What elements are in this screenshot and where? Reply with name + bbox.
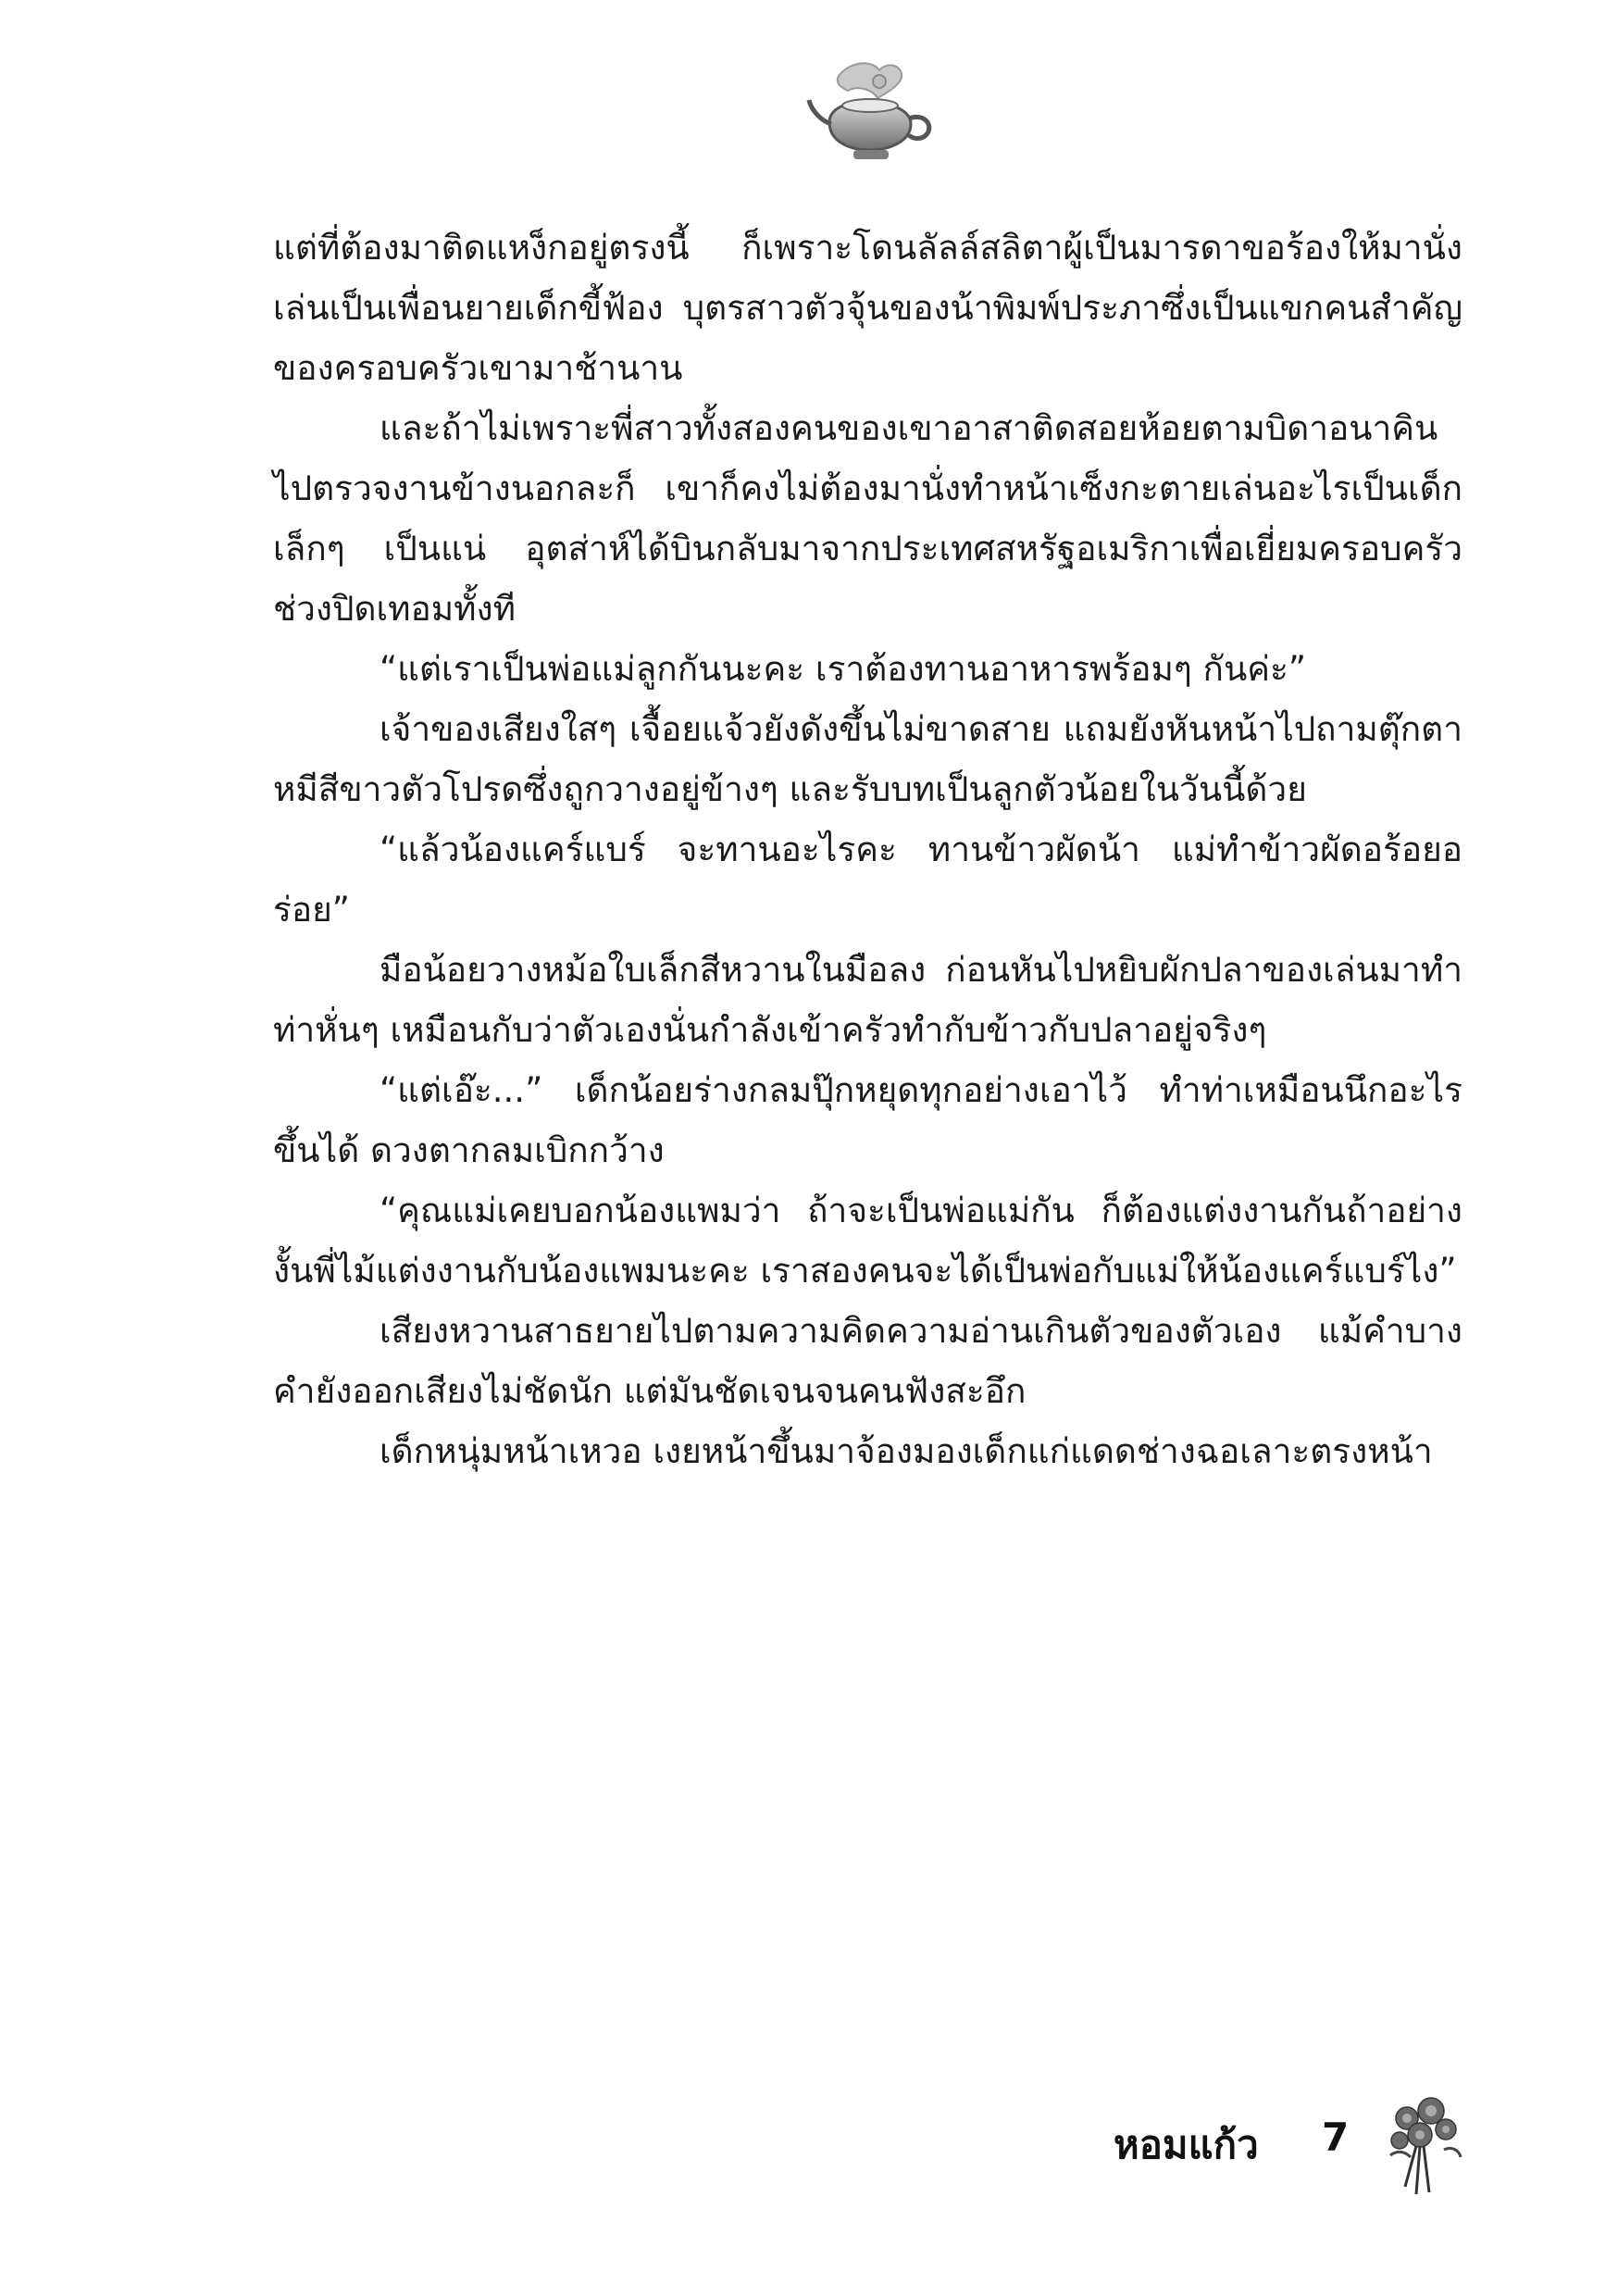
- page-number: 7: [1322, 2115, 1350, 2160]
- paragraph-4: เจ้าของเสียงใสๆ เจื้อยแจ้วยังดังขึ้นไม่ขาดสาย แถมยังหันหน้าไปถามตุ๊กตาหมีสีขาวตัวโปรดซึ่งถูกวางอยู่ข้างๆ และรับบทเป็นลูกตัวน้อยในวันนี้ด้วย: [273, 709, 1462, 809]
- story-text: [273, 218, 1462, 1481]
- teapot-with-fairy-icon: [802, 57, 940, 168]
- paragraph-9: เสียงหวานสาธยายไปตามความคิดความอ่านเกินตัวของตัวเอง แม้คำบางคำยังออกเสียงไม่ชัดนัก แต่มันชัดเจนจนคนฟังสะอึก: [273, 1311, 1462, 1411]
- paragraph-2: และถ้าไม่เพราะพี่สาวทั้งสองคนของเขาอาสาติดสอยห้อยตามบิดาอนาคิน ไปตรวจงานข้างนอกละก็ เขาก็คงไม่ต้องมานั่งทำหน้าเซ็งกะตายเล่นอะไรเป็นเด็กเล็กๆ เป็นแน่ อุตส่าห์ได้บินกลับมาจากประเทศสหรัฐอเมริกาเพื่อเยี่ยมครอบครัวช่วงปิดเทอมทั้งที: [273, 408, 1462, 629]
- paragraph-6: มือน้อยวางหม้อใบเล็กสีหวานในมือลง ก่อนหันไปหยิบผักปลาของเล่นมาทำท่าหั่นๆ เหมือนกับว่าตัวเองนั่นกำลังเข้าครัวทำกับข้าวกับปลาอยู่จริงๆ: [273, 950, 1462, 1050]
- paragraph-10: เด็กหนุ่มหน้าเหวอ เงยหน้าขึ้นมาจ้องมองเด็กแก่แดดช่างฉอเลาะตรงหน้า: [380, 1431, 1433, 1471]
- page-footer: [0, 2090, 1618, 2211]
- book-title: หอมแก้ว: [1114, 2122, 1259, 2167]
- paragraph-7: “แต่เอ๊ะ...” เด็กน้อยร่างกลมปุ๊กหยุดทุกอย่างเอาไว้ ทำท่าเหมือนนึกอะไรขึ้นได้ ดวงตากลมเบิกกว้าง: [273, 1070, 1462, 1170]
- flower-bouquet-icon: [1379, 2090, 1467, 2202]
- paragraph-8: “คุณแม่เคยบอกน้องแพมว่า ถ้าจะเป็นพ่อแม่กัน ก็ต้องแต่งงานกันถ้าอย่างงั้นพี่ไม้แต่งงานกับน้องแพมนะคะ เราสองคนจะได้เป็นพ่อกับแม่ให้น้องแคร์แบร์ไง”: [273, 1191, 1462, 1291]
- paragraph-1: แต่ที่ต้องมาติดแหง็กอยู่ตรงนี้ ก็เพราะโดนลัลล์สลิตาผู้เป็นมารดาขอร้องให้มานั่งเล่นเป็นเพื่อนยายเด็กขี้ฟ้อง บุตรสาวตัวจุ้นของน้าพิมพ์ประภาซึ่งเป็นแขกคนสำคัญของครอบครัวเขามาช้านาน: [273, 228, 1462, 388]
- paragraph-3: “แต่เราเป็นพ่อแม่ลูกกันนะคะ เราต้องทานอาหารพร้อมๆ กันค่ะ”: [380, 649, 1307, 689]
- paragraph-5: “แล้วน้องแคร์แบร์ จะทานอะไรคะ ทานข้าวผัดน้า แม่ทำข้าวผัดอร้อยอร่อย”: [273, 830, 1462, 930]
